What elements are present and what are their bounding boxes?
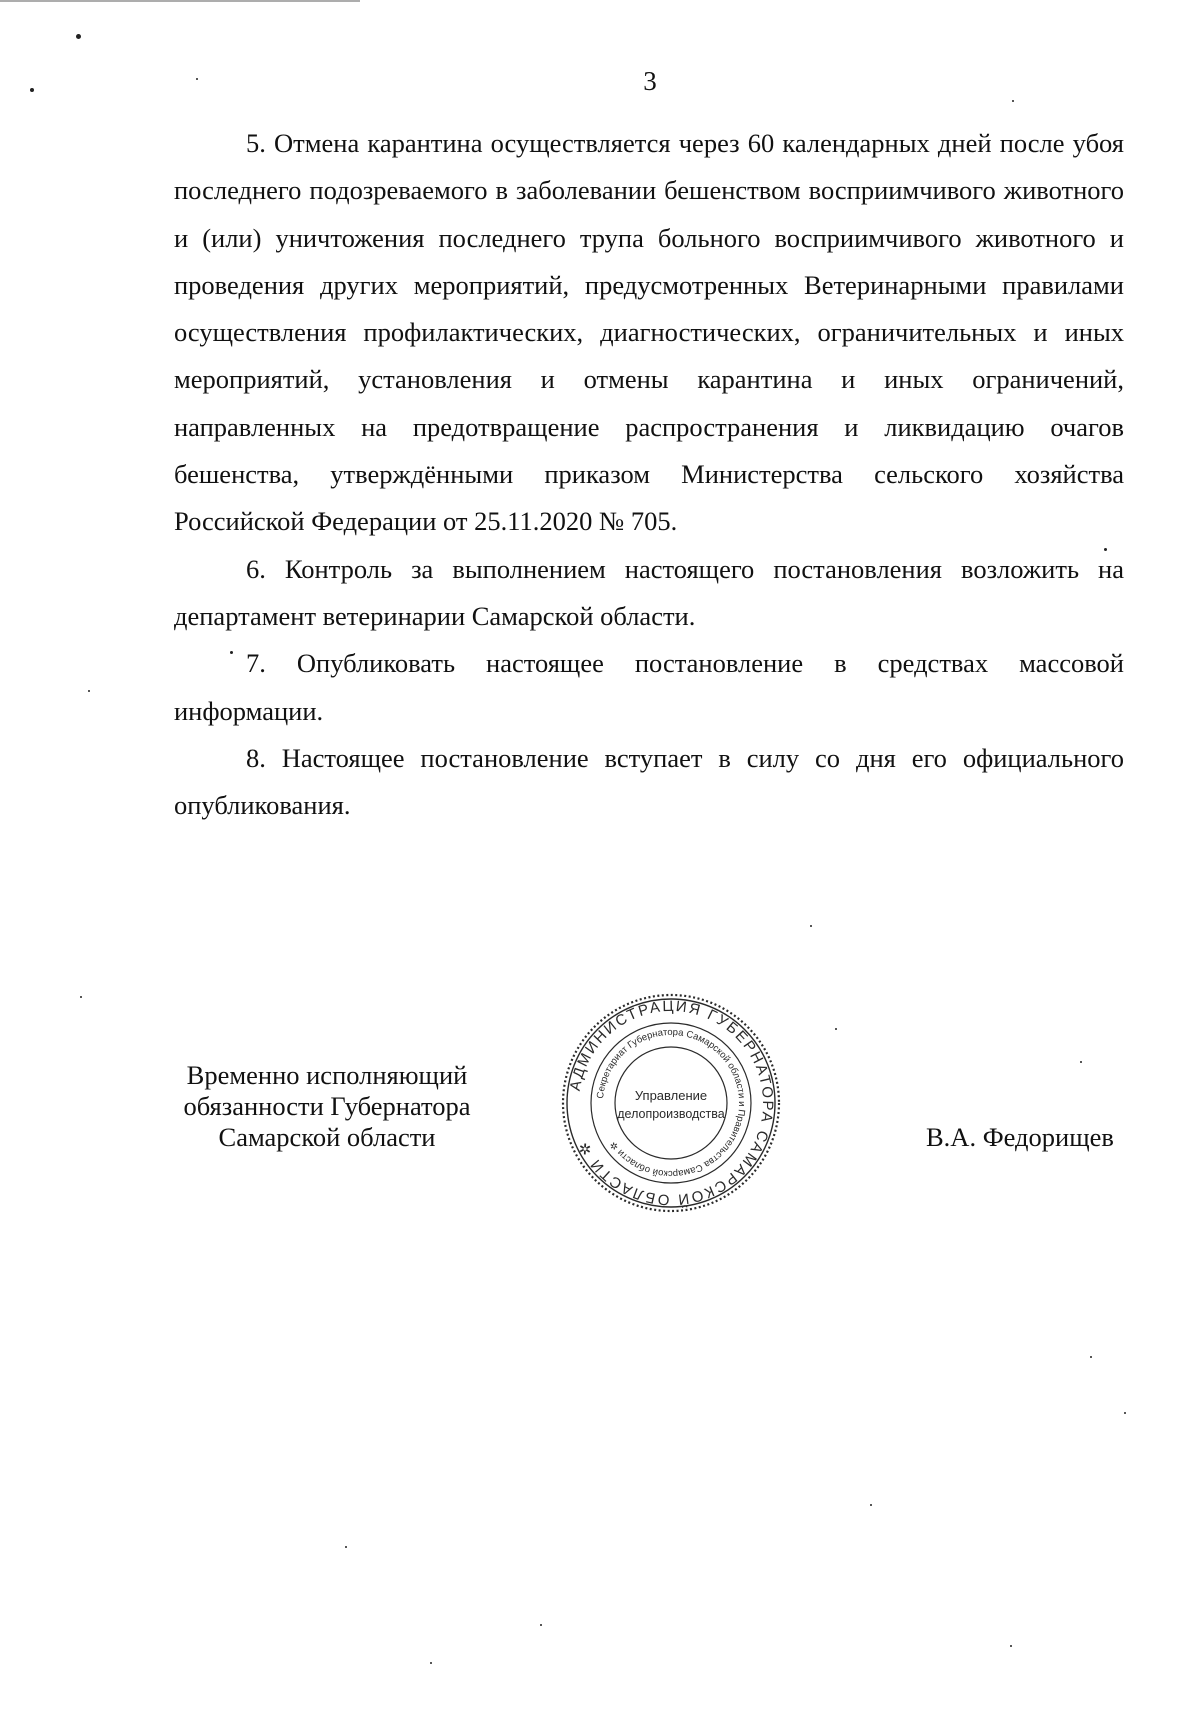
scan-speck: [196, 78, 198, 80]
scan-speck: [230, 651, 233, 654]
scan-speck: [430, 1662, 432, 1664]
scan-speck: [30, 88, 34, 92]
scan-speck: [1124, 1412, 1126, 1414]
seal-outer-text: АДМИНИСТРАЦИЯ ГУБЕРНАТОРА САМАРСКОЙ ОБЛАСТИ ✲: [566, 997, 777, 1209]
seal-stamp: [560, 992, 782, 1214]
scan-speck: [1012, 100, 1014, 102]
scan-speck: [1080, 1061, 1082, 1063]
scan-speck: [80, 996, 82, 998]
signatory-title-line: обязанности Губернатора: [183, 1091, 471, 1121]
seal-center-line: делопроизводства: [617, 1107, 725, 1121]
signatory-name: В.А. Федорищев: [926, 1122, 1114, 1152]
page-number: 3: [643, 66, 657, 96]
document-body: [174, 120, 1124, 829]
scan-speck: [76, 34, 81, 39]
paragraph-8: 8. Настоящее постановление вступает в силу со дня его официального опубликования.: [174, 742, 1124, 821]
signatory-title-line: Временно исполняющий: [186, 1060, 468, 1090]
scan-speck: [540, 1624, 542, 1626]
paragraph-5: 5. Отмена карантина осуществляется через 60 календарных дней после убоя последнего подозреваемого в заболевании бешенством восприимчивого животного и (или) уничтожения последнего трупа больного восприимчивого животного и проведения других мероприятий, предусмотренных Ветеринарными правилами осуществления профилактических, диагностических, ограничительных и иных мероприятий, установления и отмены карантина и иных ограничений, направленных на предотвращение распространения и ликвидацию очагов бешенства, утверждёнными приказом Министерства сельского хозяйства Российской Федерации от 25.11.2020 № 705.: [174, 128, 1124, 537]
signatory-title: [172, 1060, 482, 1153]
scan-speck: [1104, 548, 1107, 551]
paragraph-6: 6. Контроль за выполнением настоящего постановления возложить на департамент ветеринарии Самарской области.: [174, 553, 1124, 631]
scan-speck: [88, 690, 90, 692]
seal-center-line: Управление: [634, 1088, 708, 1103]
seal-ring: [615, 1047, 727, 1159]
scan-speck: [1010, 1645, 1012, 1647]
scan-speck: [835, 1028, 837, 1030]
official-seal: [560, 992, 782, 1214]
scan-speck: [1090, 1356, 1092, 1358]
scan-speck: [345, 1546, 347, 1548]
paragraph-7: 7. Опубликовать настоящее постановление в средствах массовой информации.: [174, 648, 1124, 726]
signatory-title-line: Самарской области: [218, 1122, 436, 1152]
scan-edge-line: [0, 0, 360, 2]
seal-inner-text: Секретариат Губернатора Самарской области и Правительства Самарской области ✲: [595, 1026, 748, 1180]
scan-speck: [870, 1504, 872, 1506]
scan-speck: [810, 925, 812, 927]
